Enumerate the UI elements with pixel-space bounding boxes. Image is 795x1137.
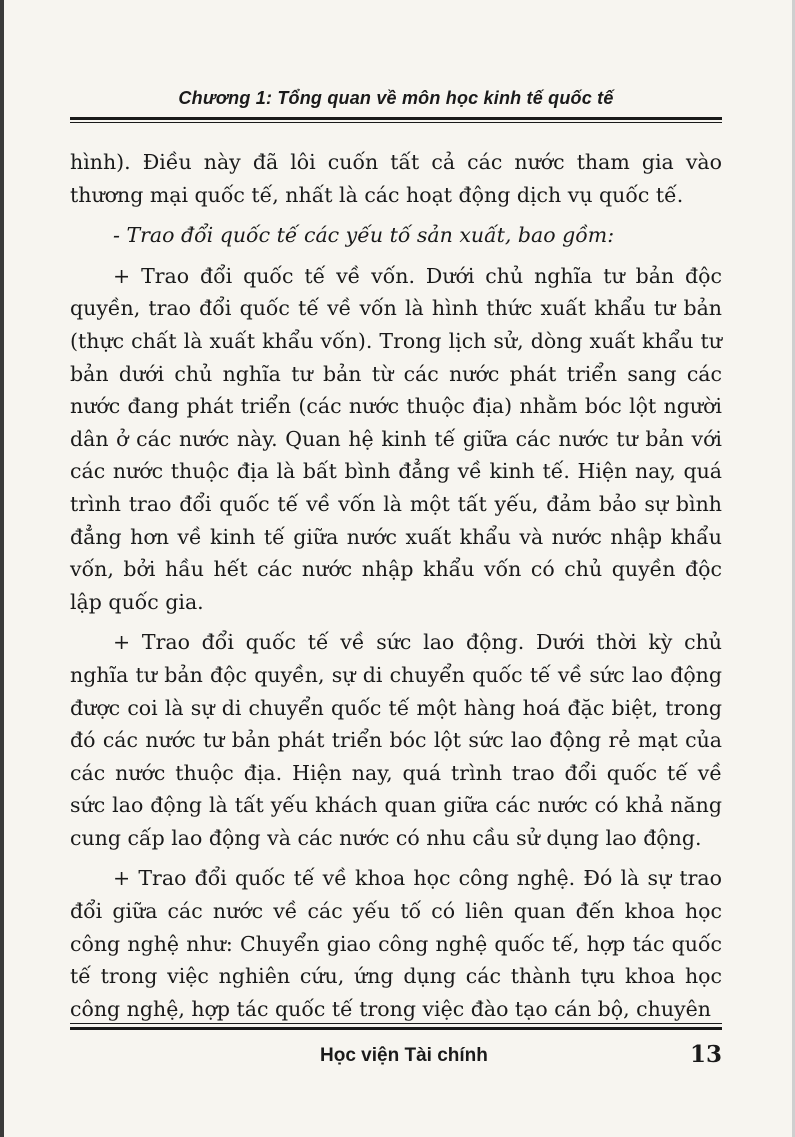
footer-rule-thin xyxy=(70,1023,722,1024)
running-header-title: Chương 1: Tổng quan về môn học kinh tế quốc tế xyxy=(178,88,614,108)
page-binding-edge xyxy=(0,0,4,1137)
paragraph-continued: hình). Điều này đã lôi cuốn tất cả các nước tham gia vào thương mại quốc tế, nhất là các hoạt động dịch vụ quốc tế. xyxy=(70,150,722,207)
page-number: 13 xyxy=(689,1041,722,1068)
paragraph-capital: + Trao đổi quốc tế về vốn. Dưới chủ nghĩa tư bản độc quyền, trao đổi quốc tế về vốn là hình thức xuất khẩu tư bản (thực chất là xuất khẩu vốn). Trong lịch sử, dòng xuất khẩu tư bản dưới chủ nghĩa tư bản từ các nước phát triển sang các nước đang phát triển (các nước thuộc địa) nhằm bóc lột người dân ở các nước này. Quan hệ kinh tế giữa các nước tư bản với các nước thuộc địa là bất bình đẳng về kinh tế. Hiện nay, quá trình trao đổi quốc tế về vốn là một tất yếu, đảm bảo sự bình đẳng hơn về kinh tế giữa nước xuất khẩu và nước nhập khẩu vốn, bởi hầu hết các nước nhập khẩu vốn có chủ quyền độc lập quốc gia. xyxy=(70,263,722,614)
paragraph-technology: + Trao đổi quốc tế về khoa học công nghệ. Đó là sự trao đổi giữa các nước về các yếu tố có liên quan đến khoa học công nghệ như: Chuyển giao công nghệ quốc tế, hợp tác quốc tế trong việc nghiên cứu, ứng dụng các thành tựu khoa học công nghệ, hợp tác quốc tế trong việc đào tạo cán bộ, chuyên xyxy=(70,866,722,1021)
header-rule-thin xyxy=(70,122,722,123)
header-rule-thick xyxy=(70,117,722,120)
paragraph-labor: + Trao đổi quốc tế về sức lao động. Dưới thời kỳ chủ nghĩa tư bản độc quyền, sự di chuyển quốc tế về sức lao động được coi là sự di chuyển quốc tế một hàng hoá đặc biệt, trong đó các nước tư bản phát triển bóc lột sức lao động rẻ mạt của các nước thuộc địa. Hiện nay, quá trình trao đổi quốc tế về sức lao động là tất yếu khách quan giữa các nước có khả năng cung cấp lao động và các nước có nhu cầu sử dụng lao động. xyxy=(70,630,722,850)
footer-rule-thick xyxy=(70,1027,722,1030)
paragraph-subheading: - Trao đổi quốc tế các yếu tố sản xuất, bao gồm: xyxy=(113,223,615,248)
body-text xyxy=(70,146,722,1033)
footer-publisher: Học viện Tài chính xyxy=(320,1045,488,1066)
